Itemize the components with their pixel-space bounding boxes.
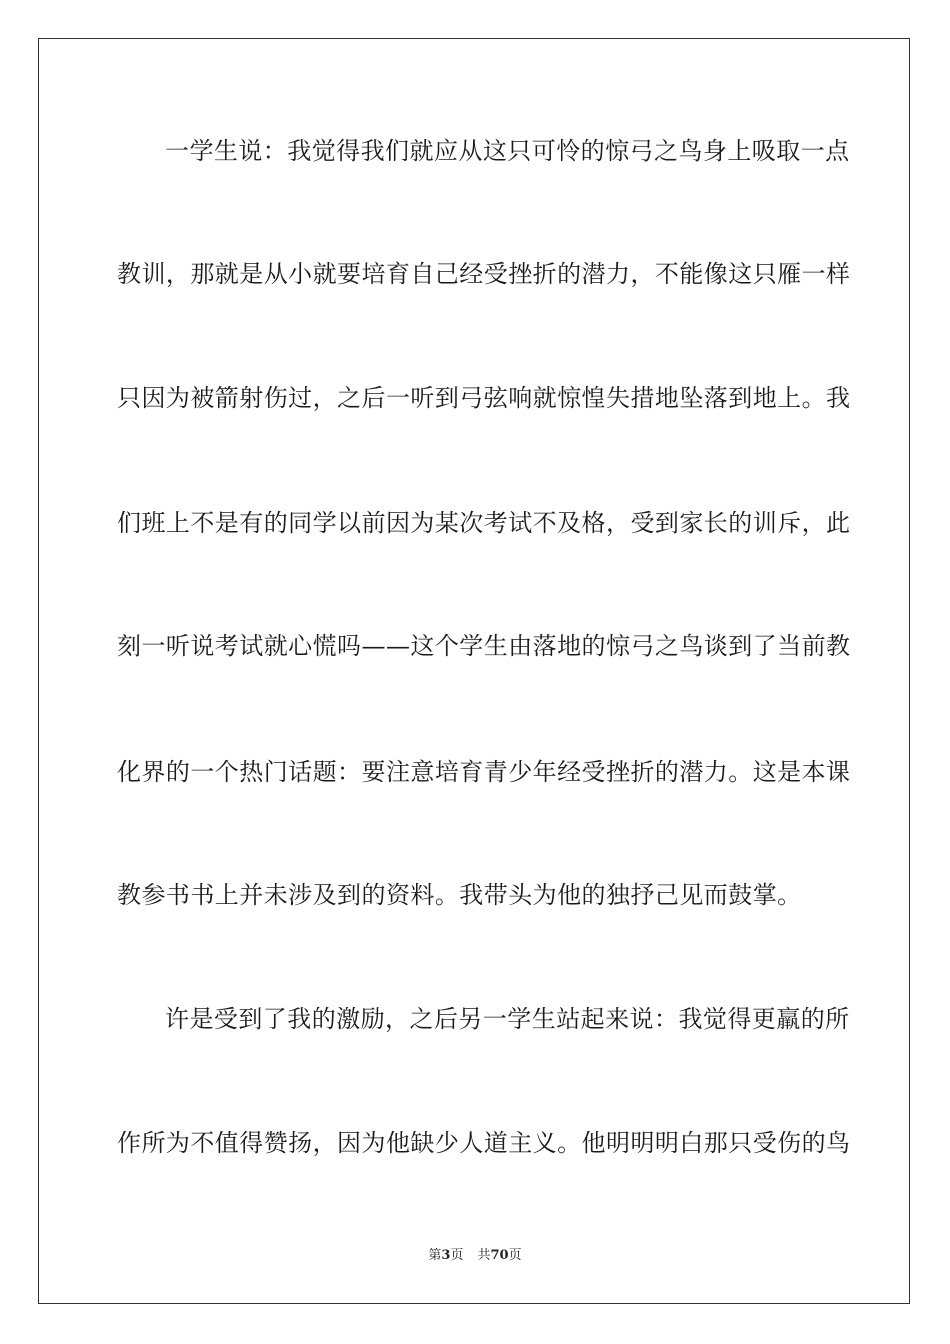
page-number: 3: [441, 1248, 451, 1263]
paragraph-1-line-2: 教训，那就是从小就要培育自己经受挫折的潜力，不能像这只雁一样: [117, 260, 851, 288]
total-pages: 70: [490, 1248, 509, 1263]
paragraph-1-line-5: 刻一听说考试就心慌吗——这个学生由落地的惊弓之鸟谈到了当前教: [117, 632, 851, 660]
page-prefix: 第: [428, 1248, 442, 1263]
paragraph-2-line-2: 作所为不值得赞扬，因为他缺少人道主义。他明明明白那只受伤的鸟: [117, 1129, 851, 1157]
total-suffix: 页: [508, 1248, 522, 1263]
page-border: [38, 38, 910, 1304]
paragraph-1-line-4: 们班上不是有的同学以前因为某次考试不及格，受到家长的训斥，此: [117, 509, 851, 537]
paragraph-1-line-6: 化界的一个热门话题：要注意培育青少年经受挫折的潜力。这是本课: [117, 758, 851, 786]
paragraph-1-line-3: 只因为被箭射伤过，之后一听到弓弦响就惊惶失措地坠落到地上。我: [117, 384, 851, 412]
paragraph-2-line-1: 许是受到了我的激励，之后另一学生站起来说：我觉得更羸的所: [165, 1005, 850, 1033]
total-prefix: 共: [477, 1248, 491, 1263]
paragraph-1-line-1: 一学生说：我觉得我们就应从这只可怜的惊弓之鸟身上吸取一点: [165, 137, 850, 165]
page-suffix: 页: [450, 1248, 464, 1263]
paragraph-1-line-7: 教参书书上并未涉及到的资料。我带头为他的独抒己见而鼓掌。: [117, 881, 802, 909]
page-footer: [0, 1247, 950, 1265]
